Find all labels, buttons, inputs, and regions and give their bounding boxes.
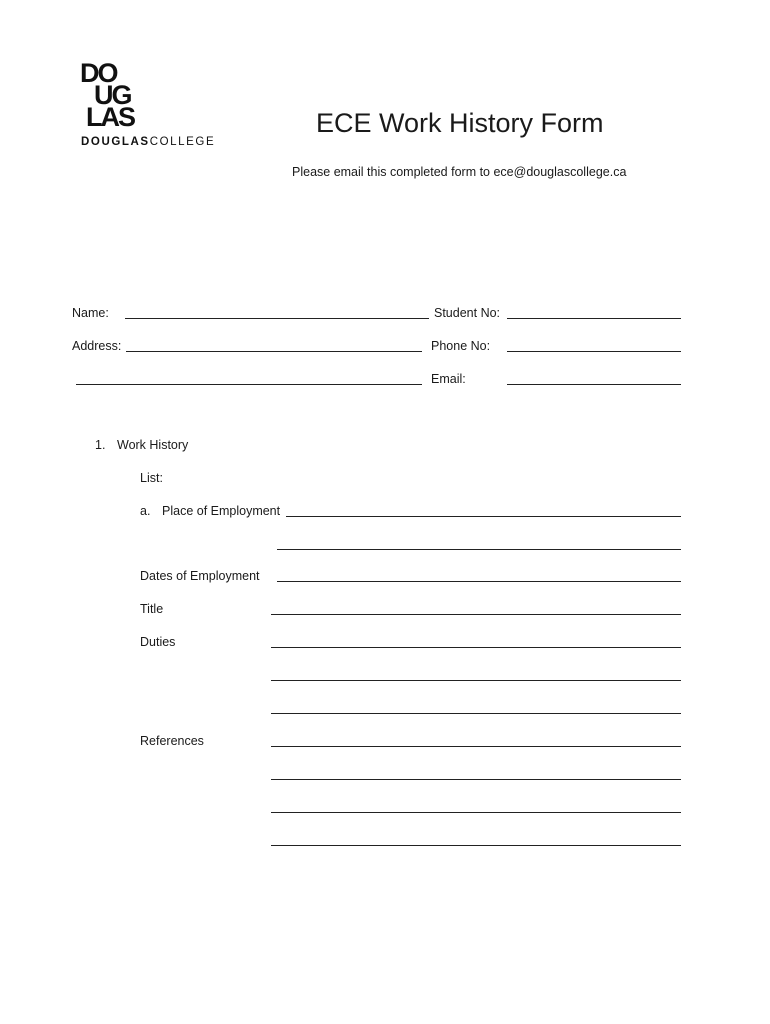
- name-label: Name:: [72, 306, 109, 320]
- student-no-field[interactable]: [507, 318, 681, 319]
- title-field[interactable]: [271, 614, 681, 615]
- logo-wordmark-bold: DOUGLAS: [81, 136, 150, 148]
- item-letter: a.: [140, 504, 151, 518]
- place-of-employment-label: Place of Employment: [162, 504, 281, 518]
- section-number: 1.: [95, 438, 106, 452]
- email-field[interactable]: [507, 384, 681, 385]
- duties-field-1[interactable]: [271, 647, 681, 648]
- references-field-2[interactable]: [271, 779, 681, 780]
- title-label: Title: [140, 602, 164, 616]
- address-label: Address:: [72, 339, 122, 353]
- logo-mark-line-3: LAS: [86, 102, 134, 132]
- references-field-1[interactable]: [271, 746, 681, 747]
- list-label: List:: [140, 471, 163, 485]
- dates-of-employment-label: Dates of Employment: [140, 569, 260, 583]
- duties-field-3[interactable]: [271, 713, 681, 714]
- place-of-employment-field-1[interactable]: [286, 516, 681, 517]
- references-field-3[interactable]: [271, 812, 681, 813]
- references-field-4[interactable]: [271, 845, 681, 846]
- address-field-line-2[interactable]: [76, 384, 422, 385]
- logo-wordmark: [81, 137, 215, 149]
- name-field[interactable]: [125, 318, 429, 319]
- address-field-line-1[interactable]: [126, 351, 422, 352]
- duties-label: Duties: [140, 635, 176, 649]
- section-title: Work History: [117, 438, 189, 452]
- dates-of-employment-field[interactable]: [277, 581, 681, 582]
- page-title: ECE Work History Form: [316, 108, 604, 138]
- references-label: References: [140, 734, 204, 748]
- logo-wordmark-light: COLLEGE: [149, 136, 216, 148]
- logo-mark-line-2: UG: [94, 80, 131, 110]
- phone-label: Phone No:: [431, 339, 491, 353]
- instructions-text: Please email this completed form to ece@douglascollege.ca: [292, 165, 627, 179]
- duties-field-2[interactable]: [271, 680, 681, 681]
- logo-mark-line-1: DO: [80, 58, 117, 88]
- student-no-label: Student No:: [434, 306, 501, 320]
- email-label: Email:: [431, 372, 466, 386]
- douglas-college-logo: [80, 58, 146, 132]
- phone-field[interactable]: [507, 351, 681, 352]
- place-of-employment-field-2[interactable]: [277, 549, 681, 550]
